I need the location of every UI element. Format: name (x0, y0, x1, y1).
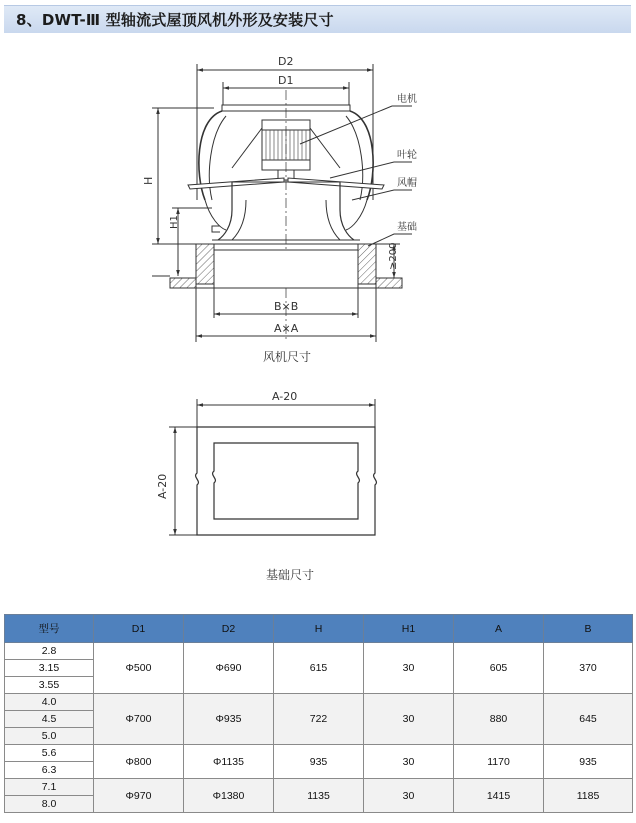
model-cell: 4.5 (5, 711, 94, 728)
model-cell: 8.0 (5, 796, 94, 813)
section-title: 8、DWT-Ⅲ 型轴流式屋顶风机外形及安装尺寸 (16, 11, 334, 29)
a-cell: 1415 (454, 779, 544, 813)
foundation-dim-left: A-20 (156, 473, 169, 499)
dimension-table (4, 614, 633, 813)
h1-cell: 30 (364, 745, 454, 779)
model-cell: 2.8 (5, 643, 94, 660)
model-cell: 3.55 (5, 677, 94, 694)
d2-cell: Φ1135 (184, 745, 274, 779)
d2-cell: Φ690 (184, 643, 274, 694)
d2-cell: Φ1380 (184, 779, 274, 813)
header-d1: D1 (94, 615, 184, 643)
header-h1: H1 (364, 615, 454, 643)
table-row (5, 779, 633, 796)
a-cell: 605 (454, 643, 544, 694)
h-cell: 615 (274, 643, 364, 694)
h1-cell: 30 (364, 779, 454, 813)
h1-cell: 30 (364, 643, 454, 694)
callout-foundation: 基础 (397, 222, 417, 233)
dim-h1: H1 (169, 215, 180, 229)
dim-axa: A×A (274, 322, 299, 335)
foundation-caption: 基础尺寸 (266, 568, 315, 582)
b-cell: 935 (544, 745, 633, 779)
dim-d2: D2 (278, 55, 294, 68)
model-cell: 4.0 (5, 694, 94, 711)
fan-dimension-caption: 风机尺寸 (263, 350, 312, 364)
d2-cell: Φ935 (184, 694, 274, 745)
callout-hood: 风帽 (397, 178, 417, 189)
table-row (5, 694, 633, 711)
model-cell: 6.3 (5, 762, 94, 779)
fan-dimension-drawing (0, 50, 636, 410)
d1-cell: Φ500 (94, 643, 184, 694)
callout-motor: 电机 (397, 94, 417, 105)
table-row (5, 643, 633, 660)
d1-cell: Φ700 (94, 694, 184, 745)
b-cell: 1185 (544, 779, 633, 813)
header-d2: D2 (184, 615, 274, 643)
dim-bxb: B×B (274, 300, 299, 313)
table-header-row (5, 615, 633, 643)
dim-d1: D1 (278, 74, 294, 87)
table-row (5, 745, 633, 762)
h-cell: 1135 (274, 779, 364, 813)
d1-cell: Φ800 (94, 745, 184, 779)
dim-h: H (142, 176, 155, 185)
a-cell: 880 (454, 694, 544, 745)
d1-cell: Φ970 (94, 779, 184, 813)
model-cell: 5.6 (5, 745, 94, 762)
a-cell: 1170 (454, 745, 544, 779)
b-cell: 645 (544, 694, 633, 745)
header-h: H (274, 615, 364, 643)
model-cell: 7.1 (5, 779, 94, 796)
callout-impeller: 叶轮 (397, 150, 417, 161)
h-cell: 935 (274, 745, 364, 779)
header-b: B (544, 615, 633, 643)
model-cell: 3.15 (5, 660, 94, 677)
foundation-dim-top: A-20 (272, 390, 298, 403)
section-title-bar (4, 5, 631, 33)
b-cell: 370 (544, 643, 633, 694)
h-cell: 722 (274, 694, 364, 745)
header-a: A (454, 615, 544, 643)
header-model: 型号 (5, 615, 94, 643)
h1-cell: 30 (364, 694, 454, 745)
dim-ge200: ≥200 (388, 242, 399, 270)
foundation-plan-drawing (0, 385, 636, 565)
model-cell: 5.0 (5, 728, 94, 745)
